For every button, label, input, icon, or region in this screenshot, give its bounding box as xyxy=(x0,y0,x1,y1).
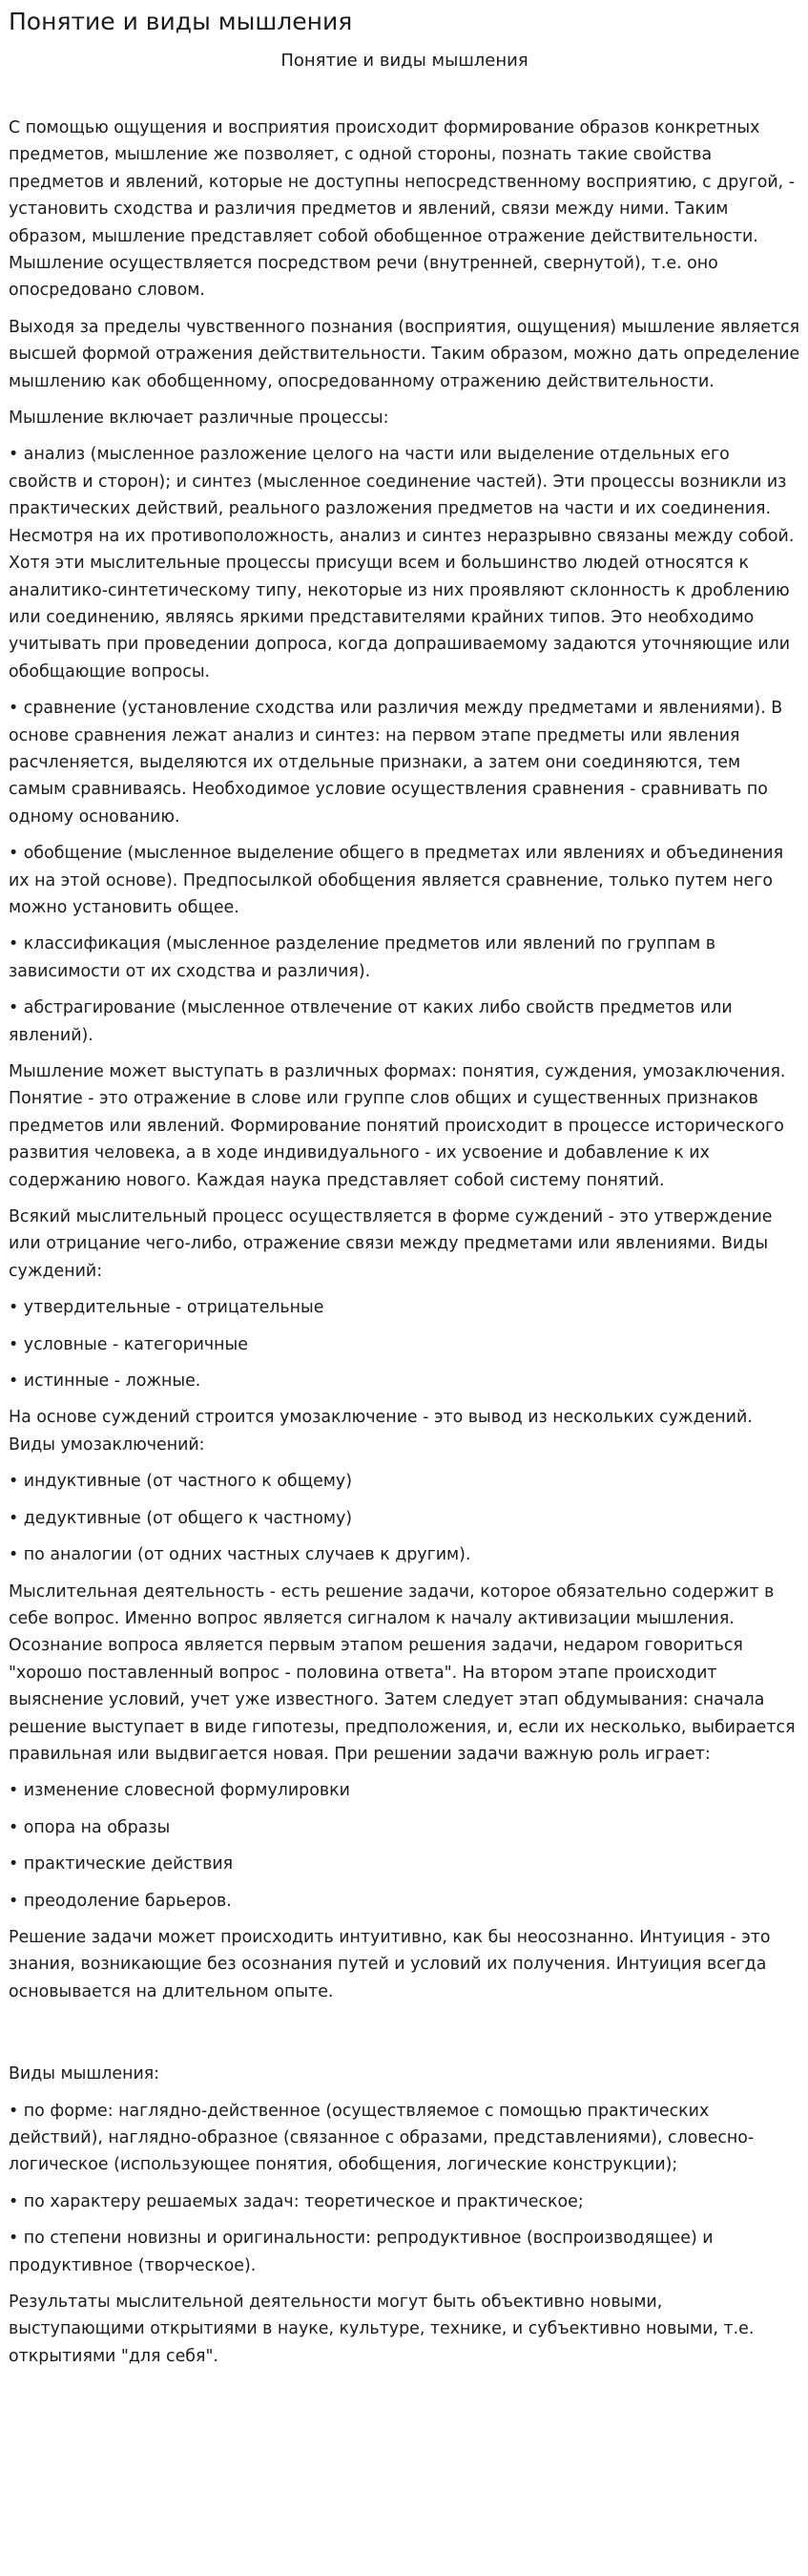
list-item: • дедуктивные (от общего к частному) xyxy=(9,1508,353,1528)
article-heading: Понятие и виды мышления xyxy=(280,51,528,71)
list-item: • индуктивные (от частного к общему) xyxy=(9,1472,352,1492)
paragraph-beyond: Выходя за пределы чувственного познания (восприятия, ощущения) мышление является высшей формой отражения действительности. Таким образом, можно дать определение мышлению как обобщенному, опосредованному отражению действительности. xyxy=(9,317,800,391)
list-item: • преодоление барьеров. xyxy=(9,1891,232,1911)
inference-types-list xyxy=(9,1468,800,1568)
activity-items-list xyxy=(9,1777,800,1915)
spacer xyxy=(9,2015,800,2061)
list-item: • по форме: наглядно-действенное (осуществляемое с помощью практических действий), наглядно-образное (связанное с образами, представлениями), словесно-логическое (использующее понятия, обобщения, логические конструкции); xyxy=(9,2101,755,2175)
list-item: • сравнение (установление сходства или различия между предметами и явлениями). В основе сравнения лежат анализ и синтез: на первом этапе предметы или явления расчленяется, выделяются их отдельные признаки, а затем они соединяются, тем самым сравниваясь. Необходимое условие осуществления сравнения - сравнивать по одному основанию. xyxy=(9,699,783,827)
paragraph-processes-intro: Мышление включает различные процессы: xyxy=(9,408,389,429)
paragraph-activity: Мыслительная деятельность - есть решение задачи, которое обязательно содержит в себе вопрос. Именно вопрос является сигналом к началу активизации мышления. Осознание вопроса является первым этапом решения задачи, недаром говориться "хорошо поставленный вопрос - половина ответа". На втором этапе происходит выяснение условий, учет уже известного. Затем следует этап обдумывания: сначала решение выступает в виде гипотезы, предположения, и, если их несколько, выбирается правильная или выдвигается новая. При решении задачи важную роль играет: xyxy=(9,1581,796,1764)
page-title: Понятие и виды мышления xyxy=(9,8,353,35)
list-item: • анализ (мысленное разложение целого на части или выделение отдельных его свойств и сторон); и синтез (мысленное соединение частей). Эти процессы возникли из практических действий, реального разложения предметов на части и их соединения. Несмотря на их противоположность, анализ и синтез неразрывно связаны между собой. Хотя эти мыслительные процессы присущи всем и большинство людей относятся к аналитико-синтетическому типу, некоторые из них проявляют склонность к дроблению или соединению, являясь яркими представителями крайних типов. Это необходимо учитывать при проведении допроса, когда допрашиваемому задаются уточняющие или обобщающие вопросы. xyxy=(9,445,795,681)
list-item: • по аналогии (от одних частных случаев к другим). xyxy=(9,1545,471,1565)
paragraph-intuition: Решение задачи может происходить интуитивно, как бы неосознанно. Интуиция - это знания, возникающие без осознания путей и условий их получения. Интуиция всегда основывается на длительном опыте. xyxy=(9,1927,771,2001)
processes-list xyxy=(9,441,800,1049)
judgment-types-list xyxy=(9,1294,800,1394)
paragraph-results: Результаты мыслительной деятельности могут быть объективно новыми, выступающими открытиями в науке, культуре, технике, и субъективно новыми, т.е. открытиями "для себя". xyxy=(9,2293,755,2366)
list-item: • по степени новизны и оригинальности: репродуктивное (воспроизводящее) и продуктивное (творческое). xyxy=(9,2229,714,2275)
list-item: • по характеру решаемых задач: теоретическое и практическое; xyxy=(9,2191,584,2211)
list-item: • изменение словесной формулировки xyxy=(9,1781,350,1801)
paragraph-judgments: Всякий мыслительный процесс осуществляется в форме суждений - это утверждение или отрицание чего-либо, отражение связи между предметами или явлениями. Виды суждений: xyxy=(9,1207,773,1281)
list-item: • практические действия xyxy=(9,1854,234,1874)
list-item: • абстрагирование (мысленное отвлечение от каких либо свойств предметов или явлений). xyxy=(9,998,733,1045)
list-item: • обобщение (мысленное выделение общего в предметах или явлениях и объединения их на этой основе). Предпосылкой обобщения является сравнение, только путем него можно установить общее. xyxy=(9,844,784,917)
paragraph-intro: С помощью ощущения и восприятия происходит формирование образов конкретных предметов, мышление же позволяет, с одной стороны, познать такие свойства предметов и явлений, которые не доступны непосредственному восприятию, с другой, - установить сходства и различия предметов и явлений, связи между ними. Таким образом, мышление представляет собой обобщенное отражение действительности. Мышление осуществляется посредством речи (внутренней, свернутой), т.е. оно опосредовано словом. xyxy=(9,118,796,301)
paragraph-inference: На основе суждений строится умозаключение - это вывод из нескольких суждений. Виды умозаключений: xyxy=(9,1408,753,1455)
list-item: • утвердительные - отрицательные xyxy=(9,1298,324,1318)
paragraph-kinds-intro: Виды мышления: xyxy=(9,2064,160,2084)
paragraph-forms: Мышление может выступать в различных формах: понятия, суждения, умозаключения. Понятие - это отражение в слове или группе слов общих и существенных признаков предметов или явлений. Формирование понятий происходит в процессе исторического развития человека, а в ходе индивидуального - их усвоение и добавление к их содержанию нового. Каждая наука представляет собой систему понятий. xyxy=(9,1062,786,1190)
list-item: • условные - категоричные xyxy=(9,1334,248,1354)
list-item: • классификация (мысленное разделение предметов или явлений по группам в зависимости от их сходства и различия). xyxy=(9,934,716,981)
kinds-list xyxy=(9,2098,800,2279)
list-item: • истинные - ложные. xyxy=(9,1372,201,1392)
list-item: • опора на образы xyxy=(9,1817,171,1837)
